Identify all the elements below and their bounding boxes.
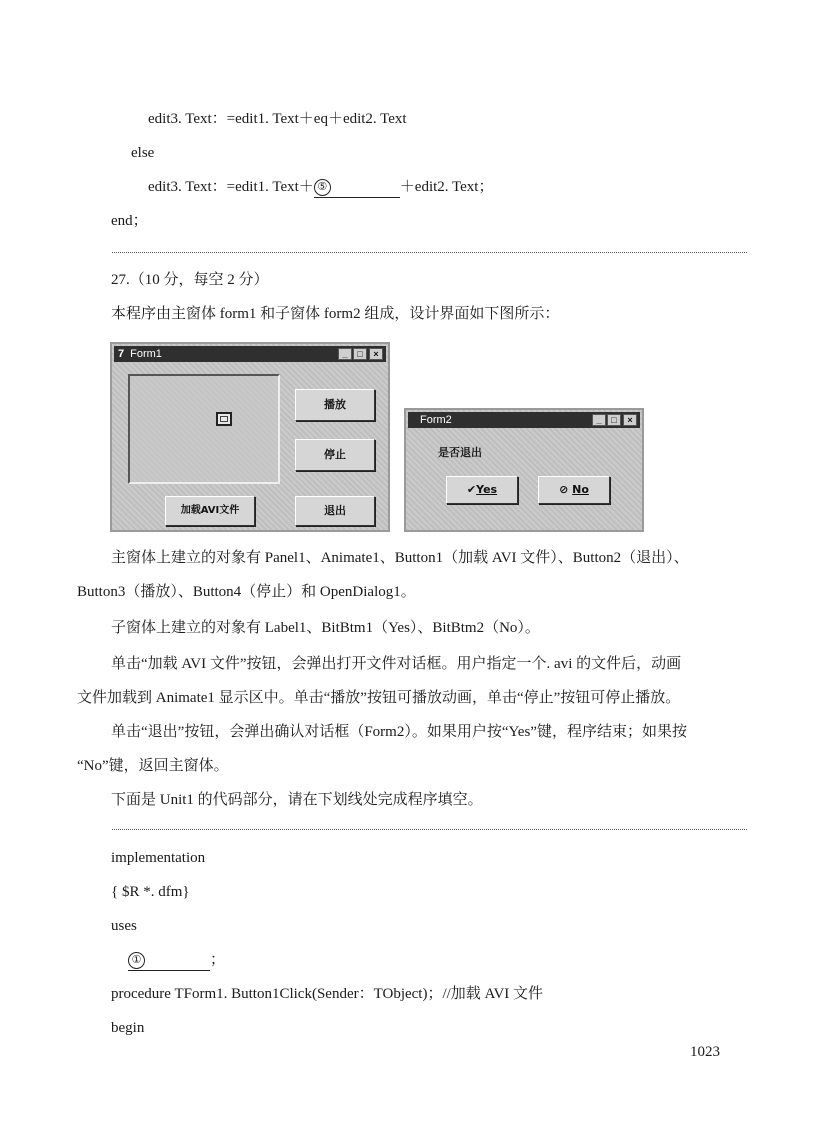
code-text: ； xyxy=(210,952,226,968)
code-line-begin: begin xyxy=(111,1020,145,1036)
yes-label: Yes xyxy=(476,483,498,496)
code-line-blank-1 xyxy=(128,950,225,971)
maximize-button[interactable]: □ xyxy=(607,414,621,426)
form2-window xyxy=(404,408,644,532)
question-intro: 本程序由主窗体 form1 和子窗体 form2 组成，设计界面如下图所示： xyxy=(111,306,560,322)
blank-number: ⑤ xyxy=(314,179,331,196)
code-line-directive: { $R *. dfm} xyxy=(111,884,190,900)
close-button[interactable]: × xyxy=(623,414,637,426)
quit-label: 是否退出 xyxy=(438,446,482,459)
yes-button[interactable] xyxy=(446,476,518,504)
paragraph-objects-main: 主窗体上建立的对象有 Panel1、Animate1、Button1（加载 AVI 文件）、Button2（退出）、 xyxy=(111,550,689,566)
paragraph-instruction: 下面是 Unit1 的代码部分，请在下划线处完成程序填空。 xyxy=(111,792,483,808)
no-label: No xyxy=(572,483,589,496)
code-line-end: end； xyxy=(111,213,148,229)
dotted-separator xyxy=(112,829,747,830)
code-text: edit3. Text：=edit1. Text＋ xyxy=(148,179,314,195)
form1-title-icon: 7 xyxy=(118,348,125,360)
exit-button[interactable]: 退出 xyxy=(295,496,375,526)
question-number: 27.（10 分，每空 2 分） xyxy=(111,272,269,288)
paragraph-exit-cont: “No”键，返回主窗体。 xyxy=(77,758,229,774)
no-icon: ⊘ xyxy=(559,483,569,496)
dotted-separator xyxy=(112,252,747,253)
form1-window xyxy=(110,342,390,532)
stop-button[interactable]: 停止 xyxy=(295,439,375,471)
form2-title: Form2 xyxy=(420,414,452,426)
code-line-implementation: implementation xyxy=(111,850,206,866)
paragraph-objects-child: 子窗体上建立的对象有 Label1、BitBtm1（Yes）、BitBtm2（No）。 xyxy=(111,620,540,636)
load-avi-button[interactable]: 加载AVI文件 xyxy=(165,496,255,526)
page-number: 1023 xyxy=(690,1044,720,1060)
blank-number: ① xyxy=(128,952,145,969)
maximize-button[interactable]: □ xyxy=(353,348,367,360)
minimize-button[interactable]: _ xyxy=(592,414,606,426)
code-line-uses: uses xyxy=(111,918,137,934)
paragraph-exit: 单击“退出”按钮，会弹出确认对话框（Form2）。如果用户按“Yes”键，程序结束；如果按 xyxy=(111,724,687,740)
fill-blank-1 xyxy=(128,950,210,971)
code-line-procedure: procedure TForm1. Button1Click(Sender：TObject)；//加载 AVI 文件 xyxy=(111,986,544,1002)
form2-titlebar xyxy=(408,412,640,428)
check-icon: ✔ xyxy=(466,483,477,496)
code-line-edit3-eq: edit3. Text：=edit1. Text＋eq＋edit2. Text xyxy=(148,111,407,127)
close-button[interactable]: × xyxy=(369,348,383,360)
form1-title: Form1 xyxy=(130,348,162,360)
code-line-else: else xyxy=(131,145,155,161)
code-text: ＋edit2. Text； xyxy=(399,179,494,195)
paragraph-load-avi: 单击“加载 AVI 文件”按钮，会弹出打开文件对话框。用户指定一个. avi 的文件后，动画 xyxy=(111,656,682,672)
fill-blank-5 xyxy=(314,177,400,198)
play-button[interactable]: 播放 xyxy=(295,389,375,421)
code-line-edit3-blank xyxy=(148,177,493,198)
paragraph-load-avi-cont: 文件加载到 Animate1 显示区中。单击“播放”按钮可播放动画，单击“停止”按钮可停止播放。 xyxy=(77,690,681,706)
minimize-button[interactable]: _ xyxy=(338,348,352,360)
form1-titlebar xyxy=(114,346,386,362)
no-button[interactable] xyxy=(538,476,610,504)
animate-icon xyxy=(216,412,232,426)
panel1 xyxy=(128,374,280,484)
paragraph-objects-main-cont: Button3（播放）、Button4（停止）和 OpenDialog1。 xyxy=(77,584,416,600)
